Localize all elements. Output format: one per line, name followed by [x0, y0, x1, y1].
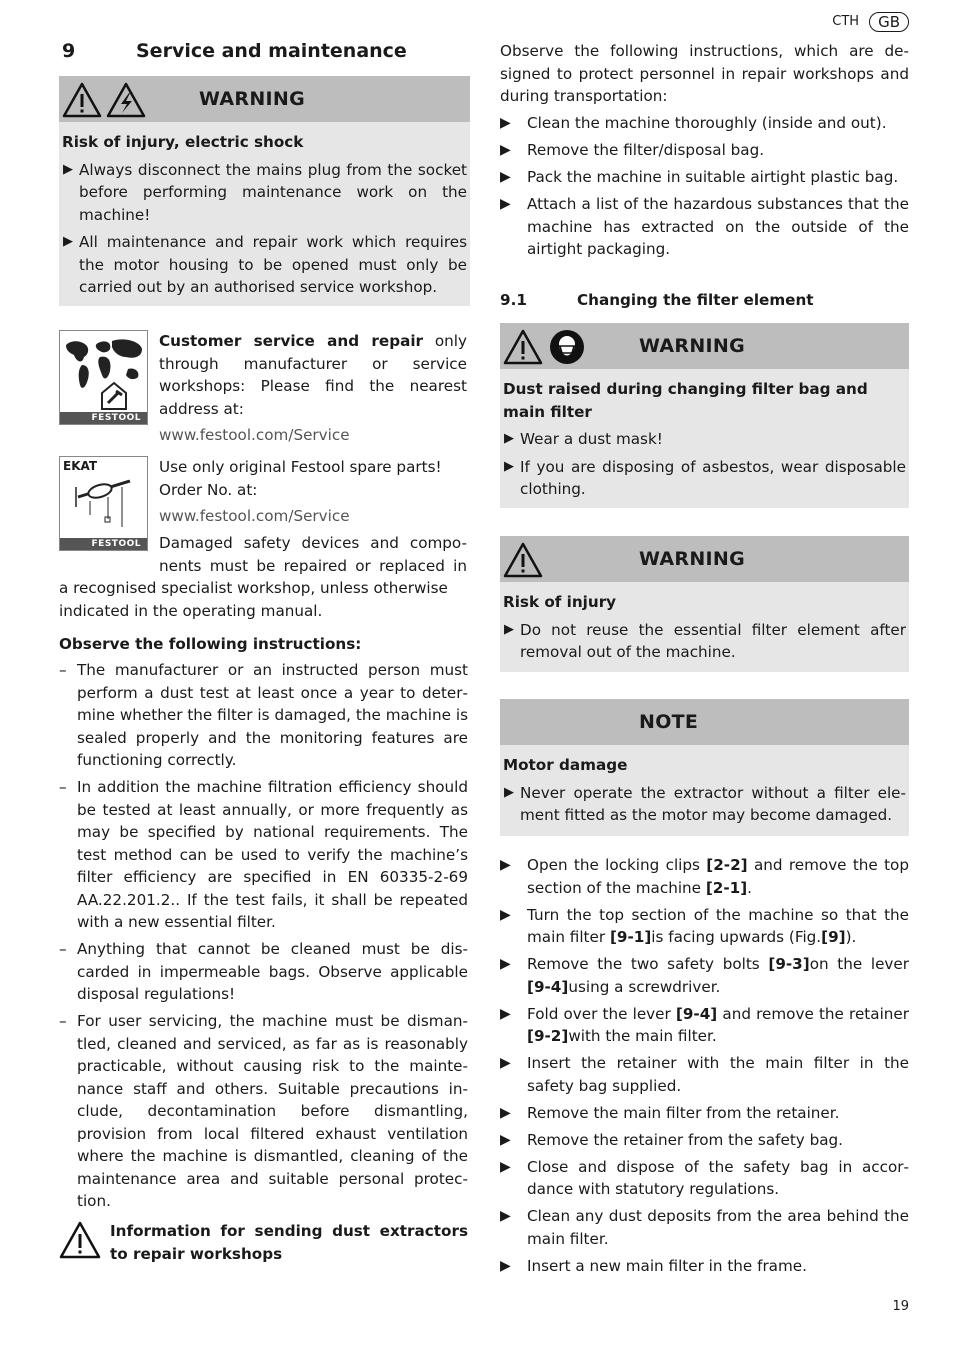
- warning-header: [500, 323, 909, 369]
- figure-reference: [2-2]: [706, 856, 748, 874]
- note-item: ▶ Never operate the extractor without a filter element fitted as the motor may become damaged.: [500, 782, 909, 827]
- note-header: [500, 699, 909, 745]
- bullet-icon: ▶: [500, 115, 511, 131]
- list-item: – Anything that cannot be cleaned must be discarded in impermeable bags. Observe applicable disposal regulations!: [59, 940, 468, 1003]
- figure-reference: [9]: [821, 928, 846, 946]
- observe-heading: Observe the following instructions:: [59, 635, 362, 653]
- subsection-number: 9.1: [500, 291, 527, 309]
- list-item: ▶ Clean the machine thoroughly (inside and out).: [500, 112, 909, 135]
- bullet-icon: ▶: [500, 1131, 511, 1148]
- step-text: Clean any dust deposits from the area behind the main filter.: [527, 1207, 909, 1248]
- note-box: [500, 699, 909, 836]
- figure-reference: [2-1]: [705, 878, 748, 897]
- bullet-icon: ▶: [500, 1208, 511, 1224]
- list-item: – The manufacturer or an instructed person must perform a dust test at least once a year to determine whether the filter is damaged, the machine is sealed properly and the monitoring features are functioning correctly.: [59, 661, 468, 769]
- step-item: [500, 854, 909, 899]
- bullet-icon: ▶: [504, 431, 514, 446]
- step-item: [500, 1205, 909, 1250]
- warning-header: [500, 536, 909, 582]
- figure-reference: [9-3]: [768, 955, 810, 973]
- step-item: [500, 1003, 909, 1048]
- warning-subtitle: Risk of injury: [503, 593, 617, 611]
- bullet-icon: ▶: [500, 142, 511, 158]
- bullet-icon: ▶: [500, 906, 511, 923]
- warning-box-injury: [500, 536, 909, 672]
- warning-subtitle: Dust raised during changing filter bag and main filter: [503, 380, 868, 421]
- ekat-label: EKAT: [63, 459, 98, 473]
- damaged-paragraph: a recognised specialist workshop, unless otherwise indicated in the operating manual.: [59, 579, 448, 620]
- spare-parts-icon: [59, 456, 148, 551]
- bullet-icon: ▶: [500, 956, 511, 972]
- list-item: – For user servicing, the machine must be dismantled, cleaned and serviced, as far as is reasonably practicable, without causing risk to the maintenance staff and others. Suitable precautions include, decontamination before dismantling, provision from local filtered exhaust ventilation where the machine is dismantled, cleaning of the maintenance area and suitable personal protection.: [59, 1012, 468, 1210]
- step-text: is facing upwards (Fig.: [651, 928, 822, 946]
- warning-box-dust: [500, 323, 909, 508]
- warning-triangle-icon: [503, 542, 543, 578]
- step-item: [500, 1255, 909, 1278]
- observe-list: [59, 659, 468, 1217]
- list-item: ▶ Attach a list of the hazardous substances that the machine has extracted on the outside of the airtight packaging.: [500, 193, 909, 261]
- step-text: Fold over the lever: [527, 1004, 676, 1023]
- language-badge: GB: [869, 12, 909, 32]
- bullet-icon: ▶: [63, 234, 73, 249]
- step-item: [500, 1052, 909, 1097]
- section-number: 9: [62, 40, 76, 62]
- step-text: Remove the retainer from the safety bag.: [527, 1130, 844, 1149]
- bullet-icon: ▶: [500, 1104, 511, 1121]
- page-header: [832, 11, 909, 34]
- warning-header: [59, 76, 470, 122]
- bullet-icon: ▶: [500, 1257, 511, 1274]
- bullet-icon: ▶: [63, 161, 73, 177]
- step-item: [500, 953, 909, 998]
- step-text: Insert the retainer with the main filter in the safety bag supplied.: [527, 1054, 909, 1095]
- spare-parts-paragraph: Use only original Festool spare parts! Order No. at:: [159, 458, 442, 499]
- warning-title: WARNING: [199, 88, 306, 110]
- world-map-service-icon: [59, 330, 148, 425]
- warning-triangle-icon: [62, 82, 102, 118]
- list-item: ▶ Remove the filter/disposal bag.: [500, 139, 909, 162]
- step-text: Remove the main filter from the retainer.: [527, 1103, 840, 1122]
- bullet-icon: ▶: [500, 1158, 511, 1175]
- step-text: Turn the top section of the machine so that the main filter: [527, 905, 909, 946]
- step-text: Close and dispose of the safety bag in accordance with statutory regulations.: [527, 1157, 909, 1198]
- bullet-icon: ▶: [500, 1005, 511, 1022]
- warning-triangle-icon: [59, 1221, 101, 1259]
- note-subtitle: Motor damage: [503, 756, 628, 774]
- step-text: ).: [845, 928, 857, 946]
- list-item: ▶ Pack the machine in suitable airtight plastic bag.: [500, 166, 909, 189]
- warning-title: WARNING: [639, 335, 746, 357]
- step-text: Insert a new main filter in the frame.: [527, 1256, 807, 1275]
- damaged-line-2: nents must be repaired or replaced in: [159, 557, 467, 575]
- warning-item: ▶ Do not reuse the essential filter element after removal out of the machine.: [500, 619, 909, 664]
- step-item: [500, 1156, 909, 1201]
- warning-subtitle: Risk of injury, electric shock: [62, 133, 304, 151]
- festool-logo: FESTOOL: [60, 538, 147, 550]
- bullet-icon: ▶: [500, 196, 511, 212]
- model-label: CTH: [832, 14, 860, 29]
- step-text: Open the locking clips: [527, 856, 707, 874]
- page-number: 19: [892, 1299, 909, 1314]
- info-heading: Information for sending dust extractors to repair workshops: [110, 1222, 468, 1263]
- bullet-icon: ▶: [500, 857, 511, 873]
- warning-item: ▶ All maintenance and repair work which requires the motor housing to be opened must only be carried out by an authorised service workshop.: [59, 231, 470, 299]
- service-url-link[interactable]: www.festool.com/Service: [159, 426, 350, 444]
- bullet-icon: ▶: [504, 784, 514, 800]
- figure-reference: [9-4]: [675, 1004, 718, 1023]
- warning-triangle-icon: [503, 329, 543, 365]
- section-title: Service and maintenance: [136, 40, 407, 62]
- transport-list: [500, 112, 909, 265]
- bullet-icon: ▶: [500, 169, 511, 185]
- step-text: and remove the retainer: [717, 1004, 909, 1023]
- spare-parts-url-link[interactable]: www.festool.com/Service: [159, 507, 350, 525]
- step-item: [500, 1129, 909, 1152]
- figure-reference: [9-1]: [609, 928, 652, 946]
- step-text: and remove the top section of the machine: [527, 856, 909, 897]
- step-item: [500, 904, 909, 949]
- step-item: [500, 1102, 909, 1125]
- dust-mask-icon: [547, 329, 587, 365]
- festool-logo: FESTOOL: [60, 412, 147, 424]
- warning-item: ▶ If you are disposing of asbestos, wear disposable clothing.: [500, 456, 909, 501]
- bullet-icon: ▶: [504, 458, 514, 474]
- step-text: Remove the two safety bolts: [527, 955, 769, 973]
- transport-intro: Observe the following instructions, which are designed to protect personnel in repair workshops and during transportation:: [500, 42, 909, 105]
- figure-reference: [9-2]: [527, 1027, 569, 1045]
- step-text: using a screwdriver.: [568, 977, 721, 996]
- damaged-line-1: Damaged safety devices and compo-: [159, 534, 467, 552]
- step-text: .: [747, 878, 752, 897]
- bullet-icon: ▶: [504, 621, 514, 637]
- warning-item: ▶ Always disconnect the mains plug from the socket before performing maintenance work on the machine!: [59, 159, 470, 227]
- step-text: on the lever: [809, 955, 909, 973]
- warning-box-electric: [59, 76, 470, 306]
- warning-title: WARNING: [639, 548, 746, 570]
- note-title: NOTE: [639, 711, 699, 733]
- filter-change-steps: [500, 854, 909, 1282]
- service-paragraph: Customer service and repair only through manufacturer or service workshops: Please find the nearest address at:: [159, 332, 468, 418]
- electric-shock-icon: [106, 82, 146, 118]
- bullet-icon: ▶: [500, 1055, 511, 1071]
- subsection-title: Changing the filter element: [577, 291, 814, 309]
- list-item: – In addition the machine filtration efficiency should be tested at least annually, or more frequently as may be specified by national requirements. The test method can be used to verify the machine’s filter efficiency are specified in EN 60335-2-69 AA.22.201.2.. If the test fails, it shall be repeated with a new essential filter.: [59, 778, 468, 931]
- warning-item: ▶ Wear a dust mask!: [500, 428, 909, 451]
- figure-reference: [9-4]: [527, 977, 569, 996]
- step-text: with the main filter.: [568, 1027, 717, 1045]
